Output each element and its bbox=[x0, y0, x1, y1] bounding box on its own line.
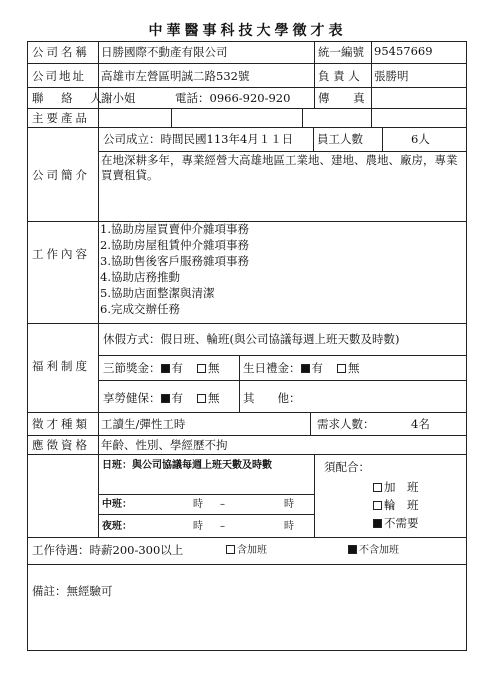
excl-overtime-checkbox[interactable] bbox=[348, 545, 357, 554]
no-label: 無 bbox=[208, 361, 220, 375]
festival-bonus bbox=[103, 361, 220, 375]
row-line bbox=[28, 537, 466, 538]
option-label: 不需要 bbox=[384, 516, 419, 530]
col-line bbox=[314, 42, 315, 108]
insurance-label: 享勞健保： bbox=[103, 391, 161, 405]
label-welfare: 福利制度 bbox=[32, 359, 90, 373]
qualification-value: 年齡、性別、學經歷不拘 bbox=[101, 438, 228, 452]
tax-id-value: 95457669 bbox=[374, 44, 433, 58]
birthday-bonus bbox=[243, 361, 360, 375]
incl-overtime-checkbox[interactable] bbox=[226, 545, 235, 554]
profile-text: 在地深耕多年，專業經營大高雄地區工業地、建地、農地、廠房，專業買賣租貸。 bbox=[101, 153, 458, 182]
content-item: 2.協助房屋租賃仲介雜項事務 bbox=[100, 238, 249, 252]
row-line bbox=[28, 564, 466, 565]
insurance-yes-checkbox[interactable] bbox=[161, 394, 170, 403]
option-label: 加 班 bbox=[384, 480, 419, 494]
must-cooperate-label: 須配合： bbox=[324, 460, 370, 474]
label-tax-id: 統一編號 bbox=[318, 45, 364, 59]
row-line bbox=[98, 494, 314, 495]
col-line bbox=[302, 108, 303, 127]
address-value: 高雄市左營區明誠二路532號 bbox=[101, 69, 250, 83]
overtime-checkbox[interactable] bbox=[373, 483, 382, 492]
row-line bbox=[28, 127, 466, 128]
festival-label: 三節獎金： bbox=[103, 361, 161, 375]
label-headcount: 需求人數： bbox=[317, 417, 375, 431]
row-line bbox=[28, 87, 466, 88]
col-line bbox=[313, 127, 314, 151]
col-line bbox=[371, 42, 372, 127]
headcount-value: 4名 bbox=[411, 417, 430, 431]
birthday-yes-checkbox[interactable] bbox=[301, 364, 310, 373]
label-contact: 聯 絡 人 bbox=[32, 91, 109, 105]
label-note: 備註： bbox=[32, 584, 67, 598]
night-shift-hour: 時 bbox=[193, 521, 203, 532]
day-shift: 日班：與公司協議每週上班天數及時數 bbox=[102, 460, 272, 471]
content-item: 4.協助店務推動 bbox=[100, 270, 180, 284]
form-title: 中華醫事科技大學徵才表 bbox=[148, 23, 347, 39]
col-line bbox=[98, 42, 99, 221]
yes-label: 有 bbox=[171, 361, 183, 375]
established-value: 公司成立：時間民國113年4月１１日 bbox=[103, 132, 294, 146]
mid-shift-hour2: 時 bbox=[284, 499, 294, 510]
incl-overtime-label: 含加班 bbox=[237, 545, 267, 556]
label-qualification: 應徵資格 bbox=[32, 438, 90, 452]
label-fax: 傳 真 bbox=[318, 91, 375, 105]
col-line bbox=[239, 355, 240, 412]
content-item: 6.完成交辦任務 bbox=[100, 302, 180, 316]
col-line bbox=[314, 454, 315, 537]
col-line bbox=[171, 108, 172, 127]
holiday-value: 休假方式：假日班、輪班(與公司協議每週上班天數及時數) bbox=[103, 332, 400, 346]
content-item: 1.協助房屋買賣仲介雜項事務 bbox=[100, 222, 249, 236]
owner-value: 張勝明 bbox=[374, 69, 409, 83]
no-label: 無 bbox=[208, 391, 220, 405]
row-line bbox=[28, 454, 466, 455]
category-value: 工讀生/彈性工時 bbox=[101, 417, 186, 431]
not-required-checkbox[interactable] bbox=[373, 519, 382, 528]
row-line bbox=[98, 514, 314, 515]
col-line bbox=[382, 127, 383, 151]
option-label: 輪 班 bbox=[384, 498, 419, 512]
label-profile: 公司簡介 bbox=[32, 168, 90, 182]
content-item: 5.協助店面整潔與清潔 bbox=[100, 286, 215, 300]
phone-value: 電話：0966-920-920 bbox=[175, 91, 291, 105]
contact-value: 謝小姐 bbox=[101, 91, 136, 105]
label-treatment: 工作待遇： bbox=[32, 543, 90, 557]
no-label: 無 bbox=[348, 361, 360, 375]
row-line bbox=[98, 355, 466, 356]
yes-label: 有 bbox=[171, 391, 183, 405]
excl-overtime-label: 不含加班 bbox=[359, 545, 399, 556]
row-line bbox=[28, 108, 466, 109]
label-company-name: 公司名稱 bbox=[32, 45, 90, 59]
birthday-no-checkbox[interactable] bbox=[337, 364, 346, 373]
row-line bbox=[28, 435, 466, 436]
option-none bbox=[373, 516, 419, 530]
note bbox=[32, 584, 113, 598]
row-line bbox=[98, 151, 466, 152]
col-line bbox=[310, 412, 311, 435]
rotation-checkbox[interactable] bbox=[373, 501, 382, 510]
content-item: 3.協助售後客戶服務雜項事務 bbox=[100, 254, 249, 268]
night-shift-hour2: 時 bbox=[284, 521, 294, 532]
festival-yes-checkbox[interactable] bbox=[161, 364, 170, 373]
yes-label: 有 bbox=[311, 361, 323, 375]
wage-value: 時薪200-300以上 bbox=[89, 543, 184, 557]
label-employees: 員工人數 bbox=[317, 132, 363, 146]
treatment bbox=[32, 543, 183, 557]
festival-no-checkbox[interactable] bbox=[197, 364, 206, 373]
label-other: 其 他： bbox=[243, 391, 301, 405]
row-line bbox=[28, 323, 466, 324]
mid-shift-hour: 時 bbox=[193, 499, 203, 510]
recruitment-form bbox=[27, 41, 467, 651]
label-main-products: 主要產品 bbox=[32, 111, 90, 125]
col-line bbox=[98, 221, 99, 537]
birthday-label: 生日禮金： bbox=[243, 361, 301, 375]
night-shift-label: 夜班： bbox=[102, 521, 132, 532]
excl-overtime bbox=[348, 544, 399, 558]
row-line bbox=[28, 412, 466, 413]
label-owner: 負 責 人 bbox=[318, 69, 360, 83]
mid-shift-label: 中班： bbox=[102, 499, 132, 510]
insurance bbox=[103, 391, 220, 405]
label-address: 公司地址 bbox=[32, 69, 86, 83]
option-rotation bbox=[373, 498, 419, 512]
employees-value: 6人 bbox=[411, 132, 430, 146]
insurance-no-checkbox[interactable] bbox=[197, 394, 206, 403]
company-name-value: 日勝國際不動產有限公司 bbox=[101, 45, 228, 59]
night-shift-dash: – bbox=[220, 521, 225, 532]
label-content: 工作內容 bbox=[32, 247, 90, 261]
option-overtime bbox=[373, 480, 419, 494]
incl-overtime bbox=[226, 544, 267, 558]
label-category: 徵才種類 bbox=[32, 417, 90, 431]
row-line bbox=[28, 63, 466, 64]
note-value: 無經驗可 bbox=[66, 584, 113, 598]
mid-shift-dash: – bbox=[220, 499, 225, 510]
row-line bbox=[98, 380, 466, 381]
